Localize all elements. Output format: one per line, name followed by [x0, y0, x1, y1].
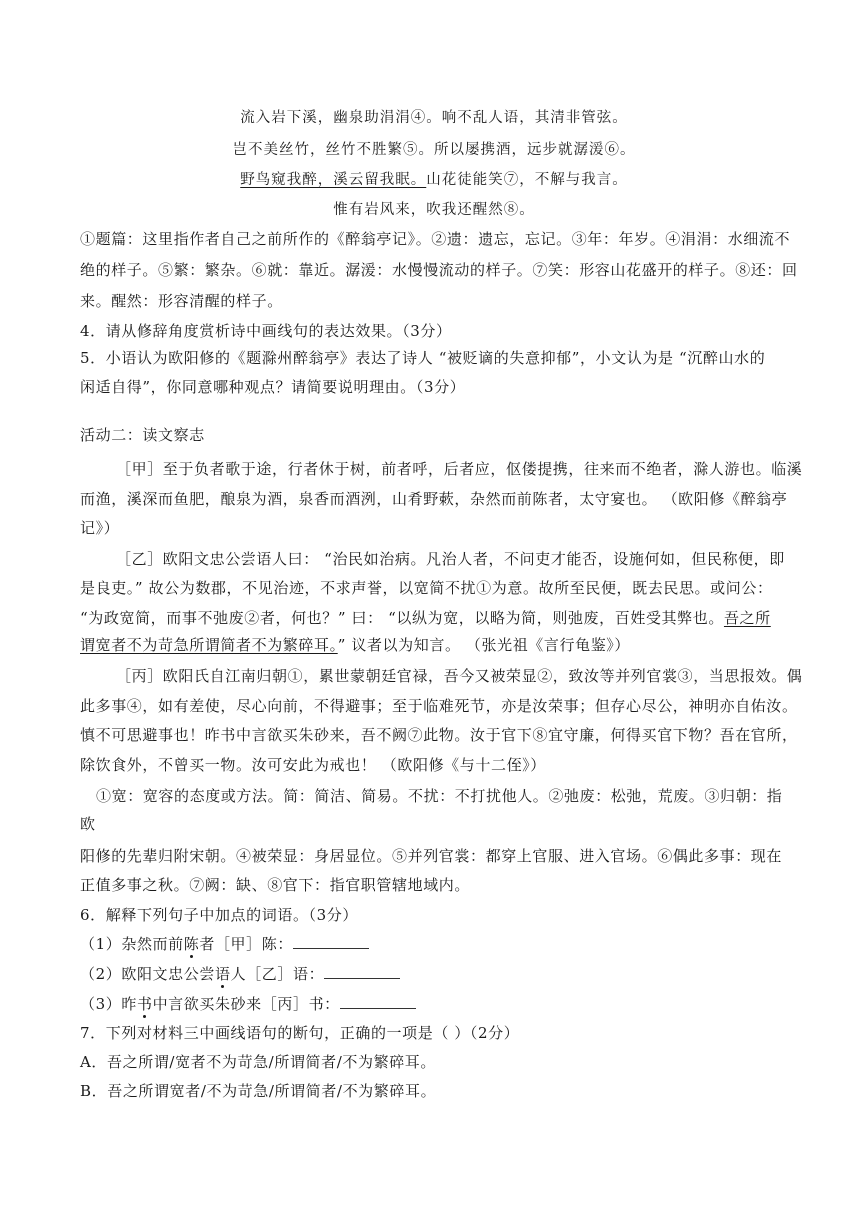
answer-blank[interactable]: [340, 996, 416, 1009]
item-text: （2）欧阳文忠公尝: [80, 965, 215, 983]
poem-note-line: 来。醒然：形容清醒的样子。: [80, 292, 283, 310]
passage-jia-line: 记》）: [80, 519, 120, 537]
passage-bing-line: 此多事④，如有差使，尽心向前，不得避事；至于临难死节，亦是汝荣事；但存心尽公，神明亦自佑汝。: [80, 697, 798, 715]
poem-note-line: 绝的样子。⑤繁：繁杂。⑥就：靠近。潺湲：水慢慢流动的样子。⑦笑：形容山花盛开的样子。⑧还：回: [80, 261, 798, 279]
question-6-item: [80, 993, 790, 1014]
passage-note-line: 欧: [80, 815, 96, 833]
question-6: 6．解释下列句子中加点的词语。（3分）: [80, 906, 358, 924]
passage-jia-line: 而渔，溪深而鱼肥，酿泉为酒，泉香而酒洌，山肴野蔌，杂然而前陈者，太守宴也。 （欧阳修《醉翁亭: [80, 490, 788, 508]
dotted-word: 书: [136, 995, 153, 1013]
question-6-item: [80, 933, 790, 954]
passage-bing-line: ［丙］欧阳氏自江南归朝①，累世蒙朝廷官禄，吾今又被荣显②，致汝等并列官裳③，当思报效。偶: [116, 667, 803, 685]
item-text: （1）杂然而前: [80, 935, 184, 953]
answer-blank[interactable]: [293, 936, 369, 949]
underlined-sentence: 吾之所: [723, 609, 771, 627]
passage-bing-line: 除饮食外，不曾买一物。汝可安此为戒也！ （欧阳修《与十二侄》）: [80, 756, 546, 774]
poem-line-3-rest: 山花徒能笑⑦，不解与我言。: [426, 172, 628, 188]
poem-line-4: 惟有岩风来，吹我还醒然⑧。: [333, 202, 535, 218]
item-text: 中言欲买朱砂来［丙］书：: [152, 995, 340, 1013]
option-b[interactable]: B．吾之所谓宽者/不为苛急/所谓简者/不为繁碎耳。: [80, 1082, 437, 1100]
question-7: 7．下列对材料三中画线语句的断句，正确的一项是（ ）（2分）: [80, 1024, 520, 1042]
passage-yi-line: [80, 634, 790, 655]
question-5-line: 闲适自得”，你同意哪种观点？请简要说明理由。（3分）: [80, 378, 466, 396]
dotted-word: 陈: [183, 935, 200, 953]
poem-line-2: 岂不美丝竹，丝竹不胜繁⑤。所以屡携酒，远步就潺湲⑥。: [232, 142, 636, 158]
passage-bing-line: 慎不可思避事也！昨书中言欲买朱砂来，吾不阙⑦此物。汝于官下⑧宜守廉，何得买官下物？吾在官所，: [80, 726, 798, 744]
poem-underlined-phrase: 野鸟窥我醉，溪云留我眠。: [240, 172, 427, 188]
passage-jia-line: ［甲］至于负者歌于途，行者休于树，前者呼，后者应，伛偻提携，往来而不绝者，滁人游也。临溪: [116, 460, 803, 478]
question-4: 4．请从修辞角度赏析诗中画线句的表达效果。（3分）: [80, 322, 452, 340]
passage-yi-text: “为政宽简，而事不弛废②者，何也？” 曰： “以纵为宽，以略为简，则弛废，百姓受其弊也。: [80, 609, 724, 627]
passage-note-line: 阳修的先辈归附宋朝。④被荣显：身居显位。⑤并列官裳：都穿上官服、进入官场。⑥偶此多事：现在: [80, 847, 783, 865]
passage-note-line: ①宽：宽容的态度或方法。简：简洁、简易。不扰：不打扰他人。②弛废：松弛，荒废。③归朝：指: [96, 787, 783, 805]
option-a[interactable]: A．吾之所谓/宽者不为苛急/所谓简者/不为繁碎耳。: [80, 1053, 436, 1071]
passage-yi-line: 是良吏。” 故公为数郡，不见治迹，不求声誉，以宽简不扰①为意。故所至民便，既去民思。或问公：: [80, 579, 773, 597]
question-6-item: [80, 963, 790, 984]
poem-line-3: [0, 168, 868, 189]
passage-yi-text: ” 议者以为知言。 （张光祖《言行龟鉴》）: [337, 636, 631, 654]
question-5-line: 5．小语认为欧阳修的《题滁州醉翁亭》表达了诗人 “被贬谪的失意抑郁”，小文认为是 “沉醉山水的: [80, 349, 766, 367]
underlined-sentence: 谓宽者不为苛急所谓简者不为繁碎耳。: [80, 636, 338, 654]
poem-line-1: 流入岩下溪，幽泉助涓涓④。响不乱人语，其清非管弦。: [240, 110, 628, 126]
item-text: （3）昨: [80, 995, 137, 1013]
passage-yi-line: [80, 607, 790, 628]
passage-yi-line: ［乙］欧阳文忠公尝语人曰： “治民如治病。凡治人者，不问吏才能否，设施何如，但民称便，即: [116, 550, 785, 568]
item-text: 人［乙］语：: [230, 965, 325, 983]
passage-note-line: 正值多事之秋。⑦阙：缺、⑧官下：指官职管辖地域内。: [80, 876, 471, 894]
section-heading: 活动二：读文察志: [80, 426, 205, 444]
poem-note-line: ①题篇：这里指作者自己之前所作的《醉翁亭记》。②遗：遗忘，忘记。③年：年岁。④涓涓：水细流不: [80, 230, 791, 248]
answer-blank[interactable]: [324, 966, 400, 979]
dotted-word: 语: [214, 965, 231, 983]
item-text: 者［甲］陈：: [199, 935, 293, 953]
